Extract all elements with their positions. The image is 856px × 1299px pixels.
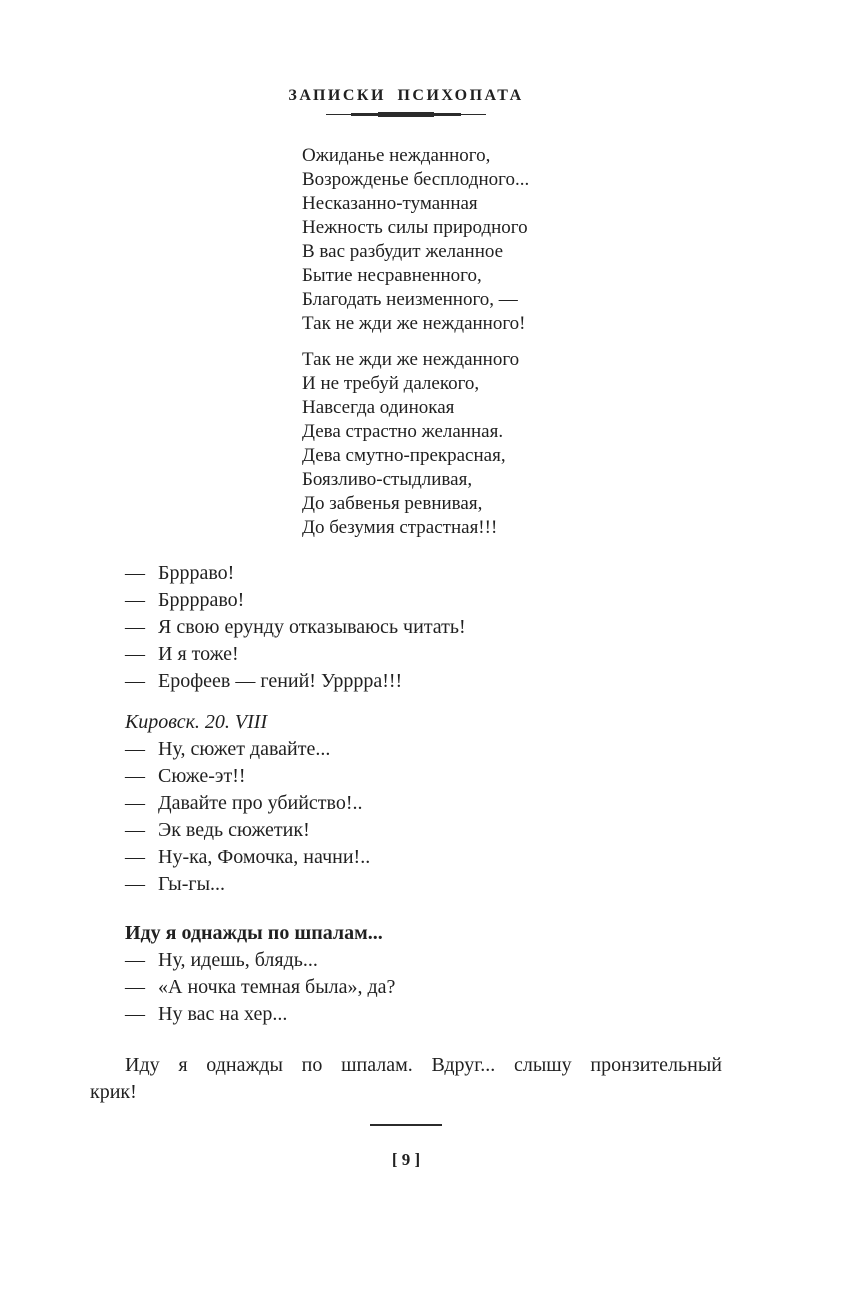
dialogue-text: Ну-ка, Фомочка, начни!.. xyxy=(158,846,371,868)
dialogue-dash: — xyxy=(125,616,145,638)
paragraph-line: Иду я однажды по шпалам. Вдруг... слышу пронзительный xyxy=(125,1054,722,1076)
dialogue-text: И я тоже! xyxy=(158,643,239,665)
page-number: [ 9 ] xyxy=(391,1150,421,1169)
text-block xyxy=(90,0,722,1170)
dialogue-line xyxy=(90,817,722,844)
dialogue-dash: — xyxy=(125,765,145,787)
ornament-thick-line xyxy=(378,112,434,117)
dialogue-text: Давайте про убийство!.. xyxy=(158,792,363,814)
dialogue-block-3 xyxy=(90,920,722,1028)
dialogue-line xyxy=(90,736,722,763)
dialogue-line xyxy=(90,641,722,668)
dialogue-dash: — xyxy=(125,738,145,760)
dialogue-line xyxy=(90,560,722,587)
dialogue-line xyxy=(90,790,722,817)
dialogue-dash: — xyxy=(125,670,145,692)
dialogue-block-1 xyxy=(90,560,722,695)
footer-rule xyxy=(370,1124,442,1126)
poem-line: В вас разбудит желанное xyxy=(302,241,504,262)
lead-line: Иду я однажды по шпалам... xyxy=(125,922,383,944)
dialogue-dash: — xyxy=(125,1003,145,1025)
dialogue-text: Бррраво! xyxy=(158,562,235,584)
dialogue-text: Ну, сюжет давайте... xyxy=(158,738,331,760)
dialogue-dash: — xyxy=(125,562,145,584)
poem-line: Дева страстно желанная. xyxy=(302,421,504,442)
closing-paragraph xyxy=(90,1052,722,1106)
poem-line: Нежность силы природного xyxy=(302,217,528,238)
poem-line: Дева смутно-прекрасная, xyxy=(302,445,506,466)
poem-line: До безумия страстная!!! xyxy=(302,517,498,538)
dialogue-dash: — xyxy=(125,949,145,971)
dialogue-line xyxy=(90,1001,722,1028)
poem-line: До забвенья ревнивая, xyxy=(302,493,483,514)
poem-line: Несказанно-туманная xyxy=(302,193,478,214)
page-title: ЗАПИСКИ ПСИХОПАТА xyxy=(288,87,524,104)
dialogue-text: Эк ведь сюжетик! xyxy=(158,819,310,841)
dialogue-line xyxy=(90,763,722,790)
dialogue-line xyxy=(90,844,722,871)
title-ornament-rule xyxy=(326,112,486,118)
dialogue-text: Ну вас на хер... xyxy=(158,1003,288,1025)
dialogue-line xyxy=(90,871,722,898)
poem-line: Так не жди же нежданного! xyxy=(302,313,526,334)
dialogue-dash: — xyxy=(125,976,145,998)
poem xyxy=(302,144,722,540)
dialogue-text: Ну, идешь, блядь... xyxy=(158,949,318,971)
poem-line: Благодать неизменного, — xyxy=(302,289,518,310)
poem-stanza-1 xyxy=(302,144,722,336)
dialogue-block-2 xyxy=(90,709,722,898)
dialogue-dash: — xyxy=(125,846,145,868)
dialogue-dash: — xyxy=(125,792,145,814)
dialogue-text: Брррраво! xyxy=(158,589,245,611)
dialogue-text: Сюже-эт!! xyxy=(158,765,246,787)
dialogue-dash: — xyxy=(125,643,145,665)
poem-line: Ожиданье нежданного, xyxy=(302,145,491,166)
dateline: Кировск. 20. VIII xyxy=(125,711,268,733)
poem-line: Бытие несравненного, xyxy=(302,265,482,286)
poem-line: Боязливо-стыдливая, xyxy=(302,469,473,490)
dialogue-text: Гы-гы... xyxy=(158,873,226,895)
dialogue-dash: — xyxy=(125,589,145,611)
dialogue-text: «А ночка темная была», да? xyxy=(158,976,396,998)
dialogue-line xyxy=(90,668,722,695)
dialogue-line xyxy=(90,587,722,614)
dialogue-dash: — xyxy=(125,819,145,841)
dialogue-line xyxy=(90,974,722,1001)
dialogue-text: Я свою ерунду отказываюсь читать! xyxy=(158,616,466,638)
poem-line: Навсегда одинокая xyxy=(302,397,455,418)
dialogue-line xyxy=(90,614,722,641)
paragraph-line: крик! xyxy=(90,1081,137,1103)
poem-stanza-2 xyxy=(302,348,722,540)
dialogue-text: Ерофеев — гений! Урррра!!! xyxy=(158,670,403,692)
dialogue-dash: — xyxy=(125,873,145,895)
poem-line: И не требуй далекого, xyxy=(302,373,480,394)
poem-line: Так не жди же нежданного xyxy=(302,349,520,370)
dialogue-line xyxy=(90,947,722,974)
poem-line: Возрожденье бесплодного... xyxy=(302,169,530,190)
